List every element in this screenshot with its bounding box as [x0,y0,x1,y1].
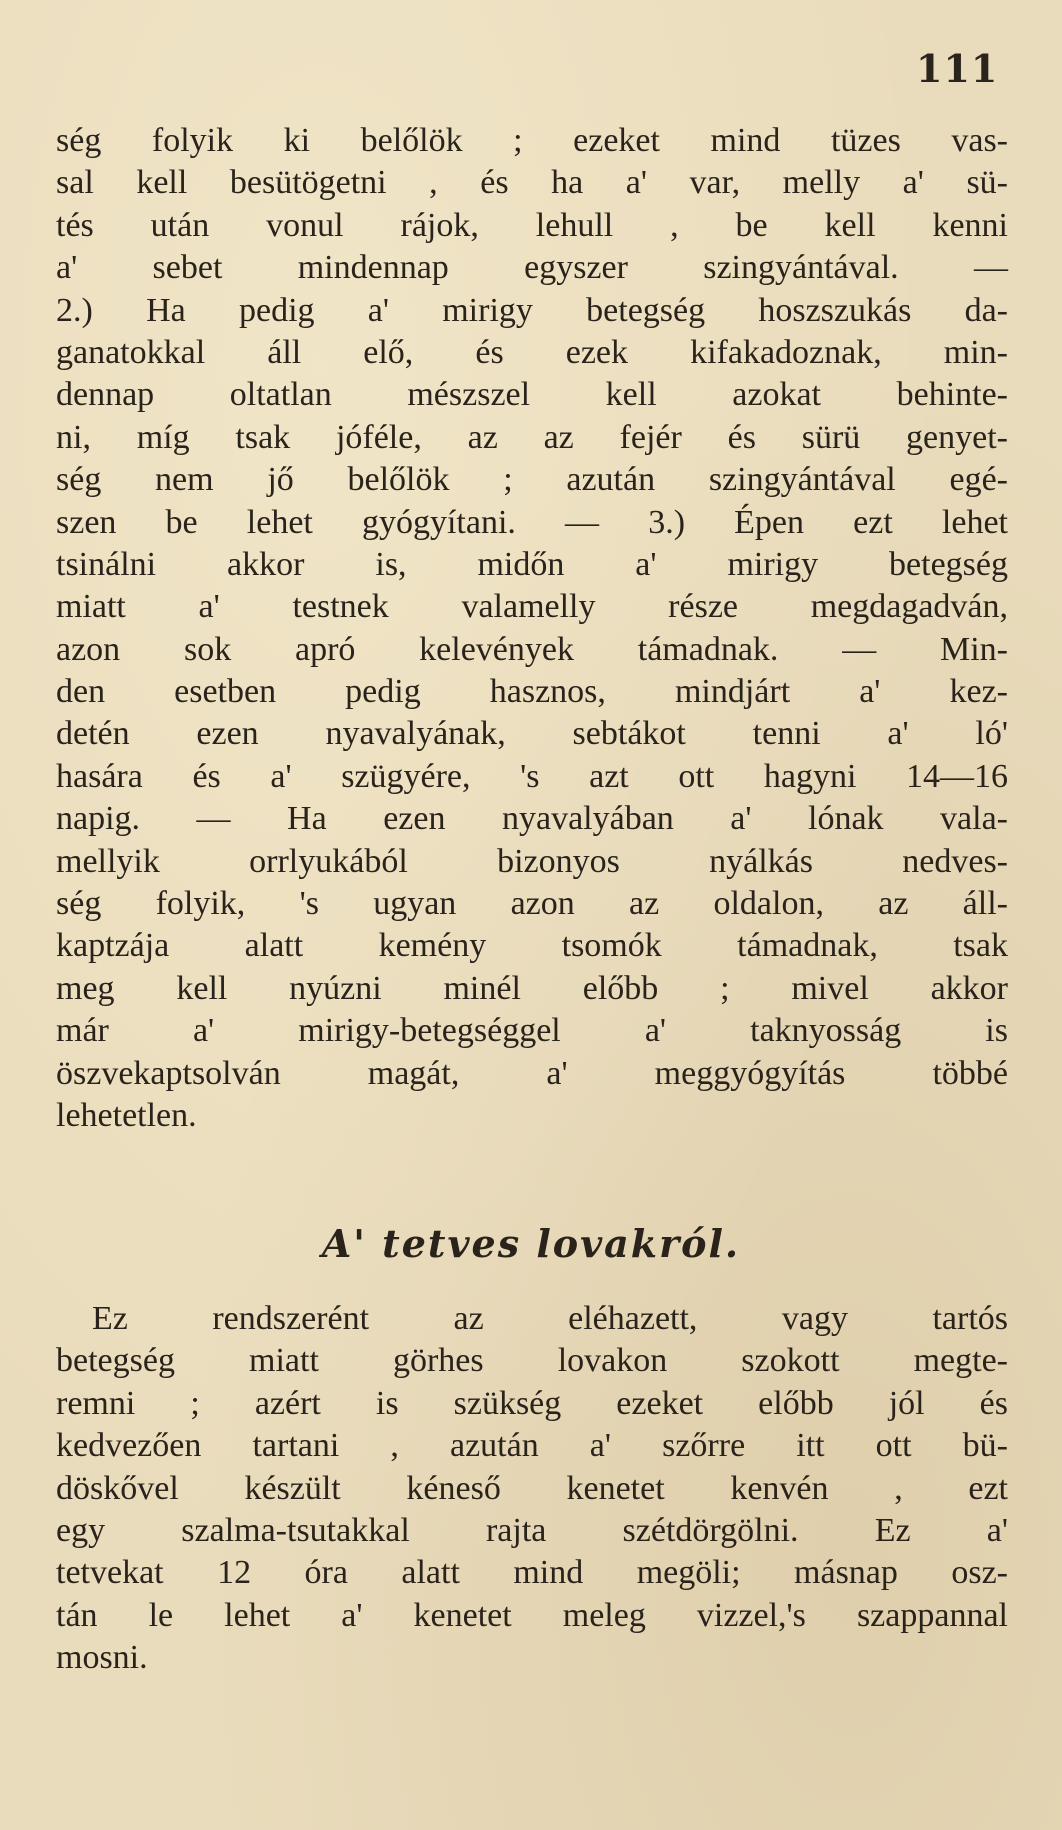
text-line: lehetetlen. [56,1096,197,1134]
text-line: ség folyik, 's ugyan azon az oldalon, az áll- [56,885,1008,923]
text-line: detén ezen nyavalyának, sebtákot tenni a' ló' [56,715,1008,753]
text-line: öszvekaptsolván magát, a' meggyógyítás többé [56,1054,1008,1092]
page-number: 111 [916,46,999,91]
text-line: dennap oltatlan mészszel kell azokat behinte- [56,376,1008,414]
paragraph-tetves-lovak [56,1298,1008,1680]
text-line: sal kell besütögetni , és ha a' var, melly a' sü- [56,164,1008,202]
text-line: betegség miatt görhes lovakon szokott megte- [56,1342,1008,1380]
text-line: tetvekat 12 óra alatt mind megöli; másnap osz- [56,1554,1008,1592]
text-line: 2.) Ha pedig a' mirigy betegség hoszszukás da- [56,291,1008,329]
text-line: a' sebet mindennap egyszer szingyántával. — [56,249,1008,287]
text-line: ség nem jő belőlök ; azután szingyántával egé- [56,461,1008,499]
text-line: egy szalma-tsutakkal rajta szétdörgölni. Ez a' [56,1511,1008,1549]
text-line: remni ; azért is szükség ezeket előbb jól és [56,1384,1008,1422]
text-line: tán le lehet a' kenetet meleg vizzel,'s szappannal [56,1596,1008,1634]
text-line: den esetben pedig hasznos, mindjárt a' kez- [56,673,1008,711]
text-line: mellyik orrlyukából bizonyos nyálkás nedves- [56,842,1008,880]
text-line: tés után vonul rájok, lehull , be kell kenni [56,206,1008,244]
text-line: ség folyik ki belőlök ; ezeket mind tüzes vas- [56,122,1008,159]
text-line: napig. — Ha ezen nyavalyában a' lónak vala- [56,800,1008,838]
section-heading: A' tetves lovakról. [321,1221,741,1266]
text-line: már a' mirigy-betegséggel a' taknyosság is [56,1012,1008,1050]
text-line: ganatokkal áll elő, és ezek kifakadoznak, min- [56,333,1008,371]
text-line: mosni. [56,1639,148,1677]
text-line: tsinálni akkor is, midőn a' mirigy betegség [56,545,1008,583]
text-line: döskővel készült kéneső kenetet kenvén , ezt [56,1469,1008,1507]
text-line: hasára és a' szügyére, 's azt ott hagyni 14—16 [56,757,1008,795]
text-line: miatt a' testnek valamelly része megdagadván, [56,588,1008,626]
text-line: ni, míg tsak jóféle, az az fejér és sürü genyet- [56,418,1008,456]
text-line: kedvezően tartani , azután a' szőrre itt ott bü- [56,1427,1008,1465]
text-line: szen be lehet gyógyítani. — 3.) Épen ezt lehet [56,503,1008,541]
text-line: azon sok apró kelevények támadnak. — Min- [56,630,1008,668]
text-line: kaptzája alatt kemény tsomók támadnak, tsak [56,927,1008,965]
text-line: Ez rendszerént az eléhazett, vagy tartós [92,1300,1008,1337]
paragraph-mirigy-treatment [56,120,1008,1137]
text-line: meg kell nyúzni minél előbb ; mivel akkor [56,969,1008,1007]
